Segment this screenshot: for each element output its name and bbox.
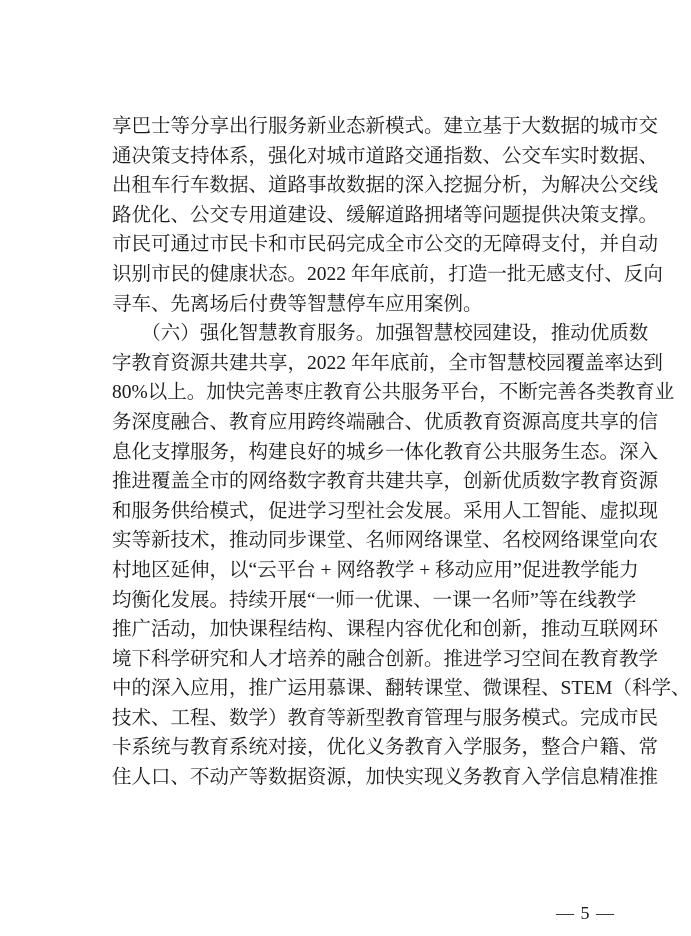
text-line: 推广活动，加快课程结构、课程内容优化和创新，推动互联网环: [112, 619, 659, 641]
document-body: [112, 112, 691, 793]
text-line: 住人口、不动产等数据资源，加快实现义务教育入学信息精准推: [112, 767, 659, 789]
text-line: 和服务供给模式，促进学习型社会发展。采用人工智能、虚拟现: [112, 500, 659, 522]
text-line: 寻车、先离场后付费等智慧停车应用案例。: [112, 293, 483, 315]
text-line: 均衡化发展。持续开展“一师一优课、一课一名师”等在线教学: [112, 589, 637, 611]
text-line: 出租车行车数据、道路事故数据的深入挖掘分析，为解决公交线: [112, 175, 659, 197]
text-line: 实等新技术，推动同步课堂、名师网络课堂、名校网络课堂向农: [112, 530, 659, 552]
text-line: 息化支撑服务，构建良好的城乡一体化教育公共服务生态。深入: [112, 441, 659, 463]
text-line: 卡系统与教育系统对接，优化义务教育入学服务，整合户籍、常: [112, 737, 659, 759]
text-line: 技术、工程、数学）教育等新型教育管理与服务模式。完成市民: [112, 707, 659, 729]
text-line: 享巴士等分享出行服务新业态新模式。建立基于大数据的城市交: [112, 116, 659, 137]
text-line: （六）强化智慧教育服务。加强智慧校园建设，推动优质数: [112, 323, 649, 345]
text-line: 中的深入应用，推广运用慕课、翻转课堂、微课程、STEM（科学、: [112, 678, 691, 700]
text-line: 境下科学研究和人才培养的融合创新。推进学习空间在教育教学: [112, 648, 659, 670]
text-line: 字教育资源共建共享，2022 年年底前，全市智慧校园覆盖率达到: [112, 352, 663, 374]
text-line: 村地区延伸，以“云平台 + 网络教学 + 移动应用”促进教学能力: [112, 559, 639, 581]
text-line: 推进覆盖全市的网络数字教育共建共享，创新优质数字教育资源: [112, 471, 659, 493]
text-line: 识别市民的健康状态。2022 年年底前，打造一批无感支付、反向: [112, 263, 663, 285]
text-line: 市民可通过市民卡和市民码完成全市公交的无障碍支付，并自动: [112, 234, 659, 256]
page-number: — 5 —: [556, 903, 615, 923]
text-line: 路优化、公交专用道建设、缓解道路拥堵等问题提供决策支撑。: [112, 204, 659, 226]
text-line: 80%以上。加快完善枣庄教育公共服务平台，不断完善各类教育业: [112, 382, 675, 404]
text-line: 通决策支持体系，强化对城市道路交通指数、公交车实时数据、: [112, 145, 659, 167]
text-line: 务深度融合、教育应用跨终端融合、优质教育资源高度共享的信: [112, 411, 659, 433]
